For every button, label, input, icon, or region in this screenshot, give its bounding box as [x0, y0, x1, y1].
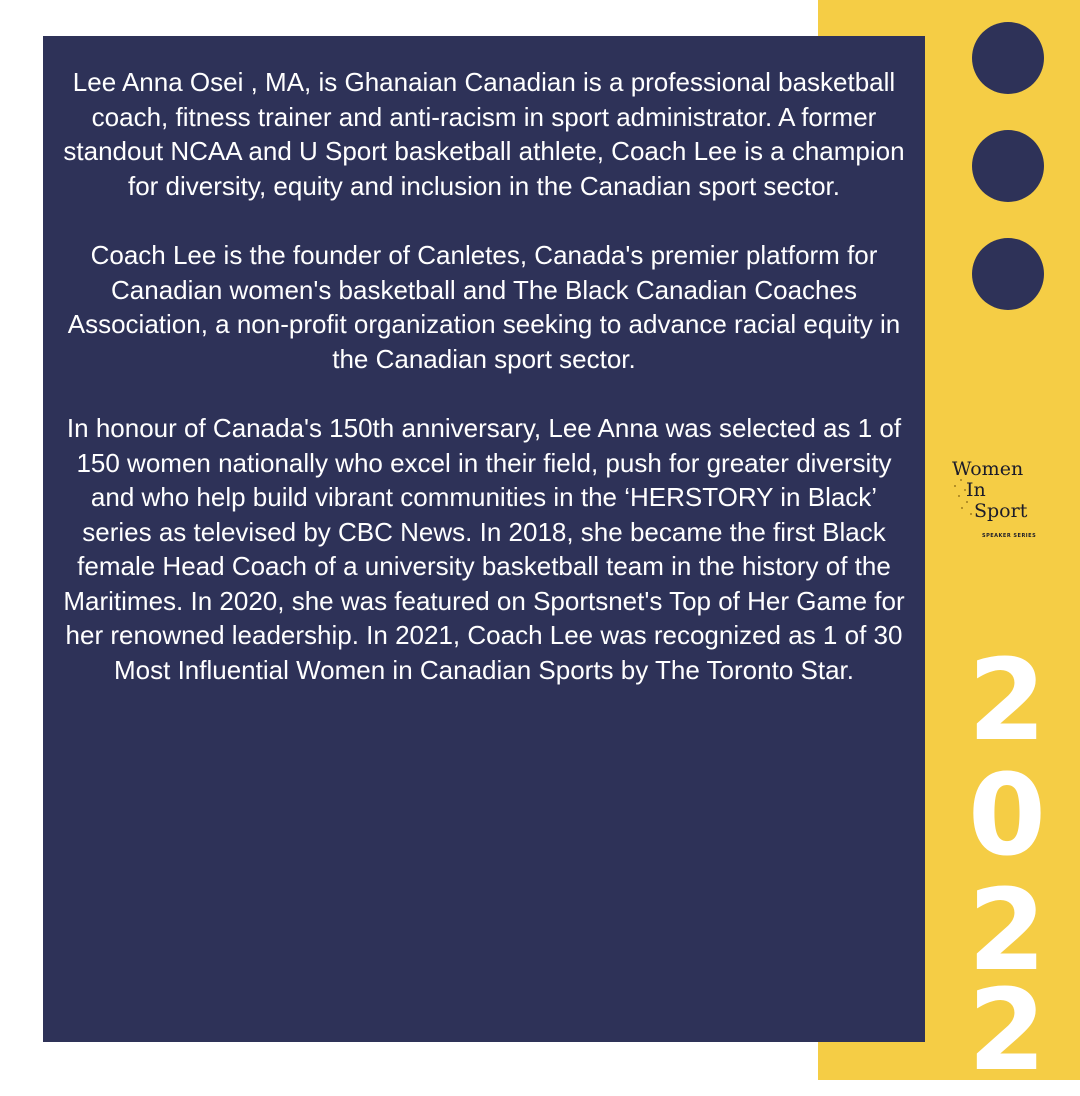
year-digit-3: 2 — [968, 866, 1046, 996]
year-digit-2: 0 — [968, 751, 1046, 881]
logo-word-sport: Sport — [974, 500, 1028, 522]
decorative-dot-2 — [972, 130, 1044, 202]
bio-paragraph-3: In honour of Canada's 150th anniversary, Lee Anna was selected as 1 of 150 women nationally who excel in their field, push for greater diversity and who help build vibrant communities in the ‘HERSTORY in Black’ series as televised by CBC News. In 2018, she became the first Black female Head Coach of a university basketball team in the history of the Maritimes. In 2020, she was featured on Sportsnet's Top of Her Game for her renowned leadership. In 2021, Coach Lee was recognized as 1 of 30 Most Influential Women in Canadian Sports by The Toronto Star. — [63, 413, 905, 685]
logo-word-women: Women — [952, 458, 1024, 480]
logo-confetti — [954, 485, 956, 487]
bio-paragraph-2: Coach Lee is the founder of Canletes, Canada's premier platform for Canadian women's basketball and The Black Canadian Coaches Association, a non-profit organization seeking to advance racial equity in the Canadian sport sector. — [67, 240, 901, 374]
year-digit-4: 2 — [968, 966, 1046, 1096]
logo-confetti — [970, 513, 972, 515]
logo-confetti — [958, 495, 960, 497]
logo-word-in: In — [966, 479, 986, 501]
decorative-dot-1 — [972, 22, 1044, 94]
logo-subtitle: SPEAKER SERIES — [982, 533, 1037, 539]
women-in-sport-logo — [946, 455, 1056, 545]
year-digit-1: 2 — [968, 636, 1046, 766]
bio-paragraph-1: Lee Anna Osei , MA, is Ghanaian Canadian is a professional basketball coach, fitness trainer and anti-racism in sport administrator. A former standout NCAA and U Sport basketball athlete, Coach Lee is a champion for diversity, equity and inclusion in the Canadian sport sector. — [63, 67, 905, 201]
logo-confetti — [961, 507, 963, 509]
logo-confetti — [966, 501, 968, 503]
bio-panel — [43, 36, 925, 1042]
decorative-dot-3 — [972, 238, 1044, 310]
